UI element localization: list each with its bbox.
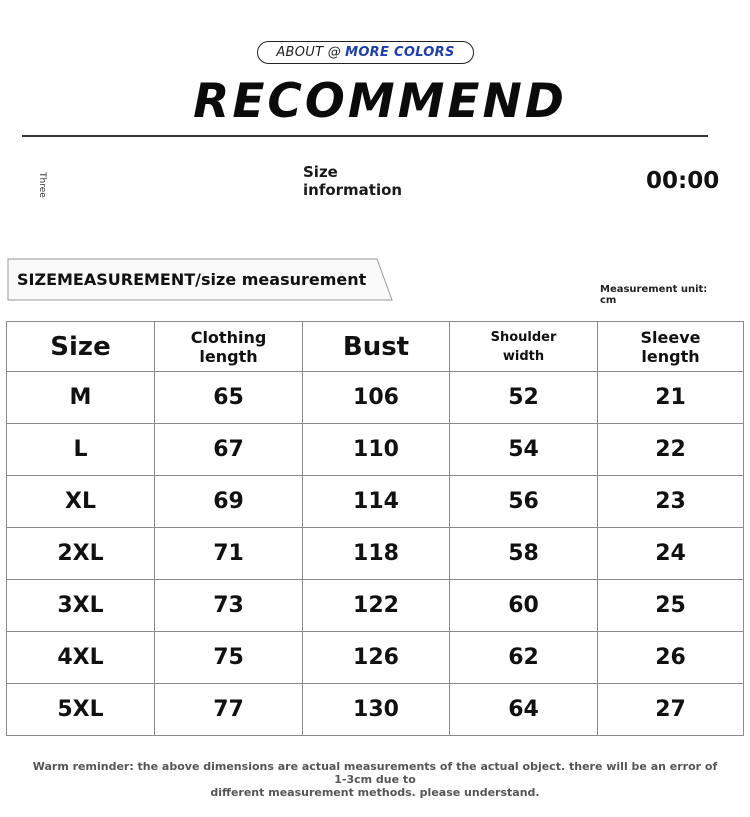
cell-bust: 130: [303, 684, 450, 736]
pill-more-colors-text: MORE COLORS: [345, 45, 455, 60]
warm-reminder-note: [30, 760, 720, 799]
cell-sleeve-length: 23: [598, 476, 744, 528]
more-colors-pill[interactable]: [257, 41, 474, 64]
cell-clothing-length: 73: [155, 580, 303, 632]
table-row: [7, 476, 744, 528]
table-row: [7, 528, 744, 580]
table-row: [7, 580, 744, 632]
table-row: [7, 684, 744, 736]
cell-size: XL: [7, 476, 155, 528]
cell-shoulder-width: 58: [450, 528, 598, 580]
cell-clothing-length: 71: [155, 528, 303, 580]
header-clothing-line1: Clothing: [190, 327, 267, 347]
size-measurement-banner: [7, 258, 393, 301]
cell-clothing-length: 69: [155, 476, 303, 528]
cell-sleeve-length: 22: [598, 424, 744, 476]
header-size: Size: [7, 322, 155, 372]
unit-value: cm: [600, 295, 617, 306]
recommend-headline: RECOMMEND: [193, 74, 567, 129]
header-sleeve-length: [598, 322, 744, 372]
cell-size: L: [7, 424, 155, 476]
header-clothing-length: [155, 322, 303, 372]
cell-shoulder-width: 52: [450, 372, 598, 424]
table-header-row: [7, 322, 744, 372]
vertical-caption: Three: [37, 172, 47, 198]
header-sleeve-line2: length: [641, 346, 700, 366]
cell-bust: 106: [303, 372, 450, 424]
cell-shoulder-width: 60: [450, 580, 598, 632]
cell-clothing-length: 67: [155, 424, 303, 476]
table-row: [7, 372, 744, 424]
cell-clothing-length: 75: [155, 632, 303, 684]
note-line1: Warm reminder: the above dimensions are actual measurements of the actual object. there will be an error of 1-3cm due to: [32, 760, 718, 786]
header-shoulder-width: [450, 322, 598, 372]
cell-sleeve-length: 26: [598, 632, 744, 684]
measurement-unit: [600, 284, 730, 306]
header-shoulder-line2: width: [502, 348, 545, 364]
cell-shoulder-width: 62: [450, 632, 598, 684]
cell-size: 5XL: [7, 684, 155, 736]
cell-size: 4XL: [7, 632, 155, 684]
header-clothing-line2: length: [199, 346, 258, 366]
cell-sleeve-length: 25: [598, 580, 744, 632]
table-row: [7, 632, 744, 684]
cell-bust: 118: [303, 528, 450, 580]
size-information-line2: information: [303, 181, 403, 199]
cell-bust: 122: [303, 580, 450, 632]
header-sleeve-line1: Sleeve: [640, 327, 701, 347]
cell-shoulder-width: 64: [450, 684, 598, 736]
cell-size: 2XL: [7, 528, 155, 580]
cell-bust: 110: [303, 424, 450, 476]
cell-sleeve-length: 27: [598, 684, 744, 736]
cell-sleeve-length: 24: [598, 528, 744, 580]
cell-shoulder-width: 54: [450, 424, 598, 476]
cell-clothing-length: 77: [155, 684, 303, 736]
note-line2: different measurement methods. please understand.: [210, 786, 540, 799]
header-divider: [22, 135, 708, 137]
cell-size: 3XL: [7, 580, 155, 632]
cell-bust: 126: [303, 632, 450, 684]
cell-clothing-length: 65: [155, 372, 303, 424]
pill-about-text: ABOUT @: [276, 45, 342, 60]
size-information-title: [303, 163, 402, 199]
clock-display: 00:00: [646, 168, 720, 194]
banner-label: SIZEMEASUREMENT/size measurement: [17, 270, 367, 289]
header-shoulder-line1: Shoulder: [490, 329, 557, 345]
size-table: [6, 321, 744, 736]
cell-size: M: [7, 372, 155, 424]
table-row: [7, 424, 744, 476]
unit-label: Measurement unit:: [600, 284, 708, 295]
header-bust: Bust: [303, 322, 450, 372]
cell-bust: 114: [303, 476, 450, 528]
size-information-line1: Size: [303, 163, 338, 181]
cell-shoulder-width: 56: [450, 476, 598, 528]
cell-sleeve-length: 21: [598, 372, 744, 424]
